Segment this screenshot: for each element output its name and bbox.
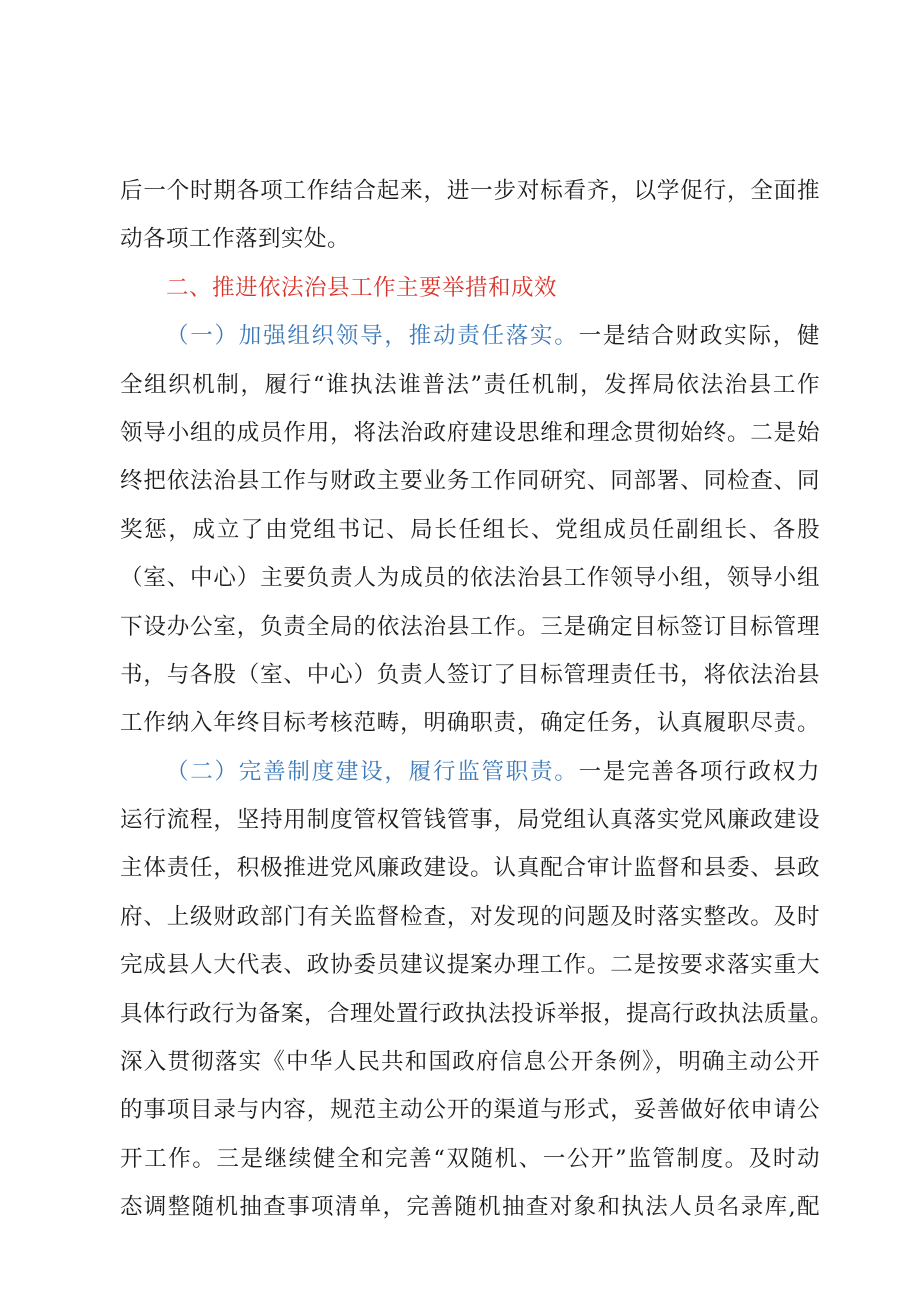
text-line: 下设办公室，负责全局的依法治县工作。三是确定目标签订目标管理 xyxy=(120,613,820,640)
text-line: 动各项工作落到实处。 xyxy=(120,226,351,253)
text-line: （室、中心）主要负责人为成员的依法治县工作领导小组，领导小组 xyxy=(120,565,820,592)
text-line: 府、上级财政部门有关监督检查，对发现的问题及时落实整改。及时 xyxy=(120,903,820,930)
text-line: 具体行政行为备案，合理处置行政执法投诉举报，提高行政执法质量。 xyxy=(120,1000,834,1027)
text-line: 完成县人大代表、政协委员建议提案办理工作。二是按要求落实重大 xyxy=(120,952,820,979)
text-line: 运行流程，坚持用制度管权管钱管事，局党组认真落实党风廉政建设 xyxy=(120,807,820,834)
text-line: 后一个时期各项工作结合起来，进一步对标看齐，以学促行，全面推 xyxy=(120,178,820,204)
subsection-heading: （一）加强组织领导，推动责任落实。 xyxy=(166,323,579,350)
subsection-heading: （二）完善制度建设，履行监管职责。 xyxy=(166,758,579,785)
section-heading: 二、推进依法治县工作主要举措和成效 xyxy=(166,274,558,301)
text-line: 领导小组的成员作用，将法治政府建设思维和理念贯彻始终。二是始 xyxy=(120,419,820,446)
text-line: 开工作。三是继续健全和完善“双随机、一公开”监管制度。及时动 xyxy=(120,1145,820,1172)
text-line: 书，与各股（室、中心）负责人签订了目标管理责任书，将依法治县 xyxy=(120,661,820,688)
text-line xyxy=(120,312,820,360)
text-line: 态调整随机抽查事项清单，完善随机抽查对象和执法人员名录库,配 xyxy=(120,1194,820,1221)
text-line: 工作纳入年终目标考核范畴，明确职责，确定任务，认真履职尽责。 xyxy=(120,710,820,737)
text-segment: 一是完善各项行政权力 xyxy=(578,758,820,785)
text-segment: 一是结合财政实际，健 xyxy=(578,323,820,350)
text-line: 终把依法治县工作与财政主要业务工作同研究、同部署、同检查、同 xyxy=(120,468,820,495)
document-page xyxy=(120,167,834,1232)
text-line: 深入贯彻落实《中华人民共和国政府信息公开条例》，明确主动公开 xyxy=(120,1049,820,1076)
text-line: 全组织机制，履行“谁执法谁普法”责任机制，发挥局依法治县工作 xyxy=(120,371,820,398)
text-line xyxy=(120,748,820,796)
text-line: 奖惩，成立了由党组书记、局长任组长、党组成员任副组长、各股 xyxy=(120,516,820,543)
text-line: 的事项目录与内容，规范主动公开的渠道与形式，妥善做好依申请公 xyxy=(120,1097,820,1124)
text-line: 主体责任，积极推进党风廉政建设。认真配合审计监督和县委、县政 xyxy=(120,855,820,882)
